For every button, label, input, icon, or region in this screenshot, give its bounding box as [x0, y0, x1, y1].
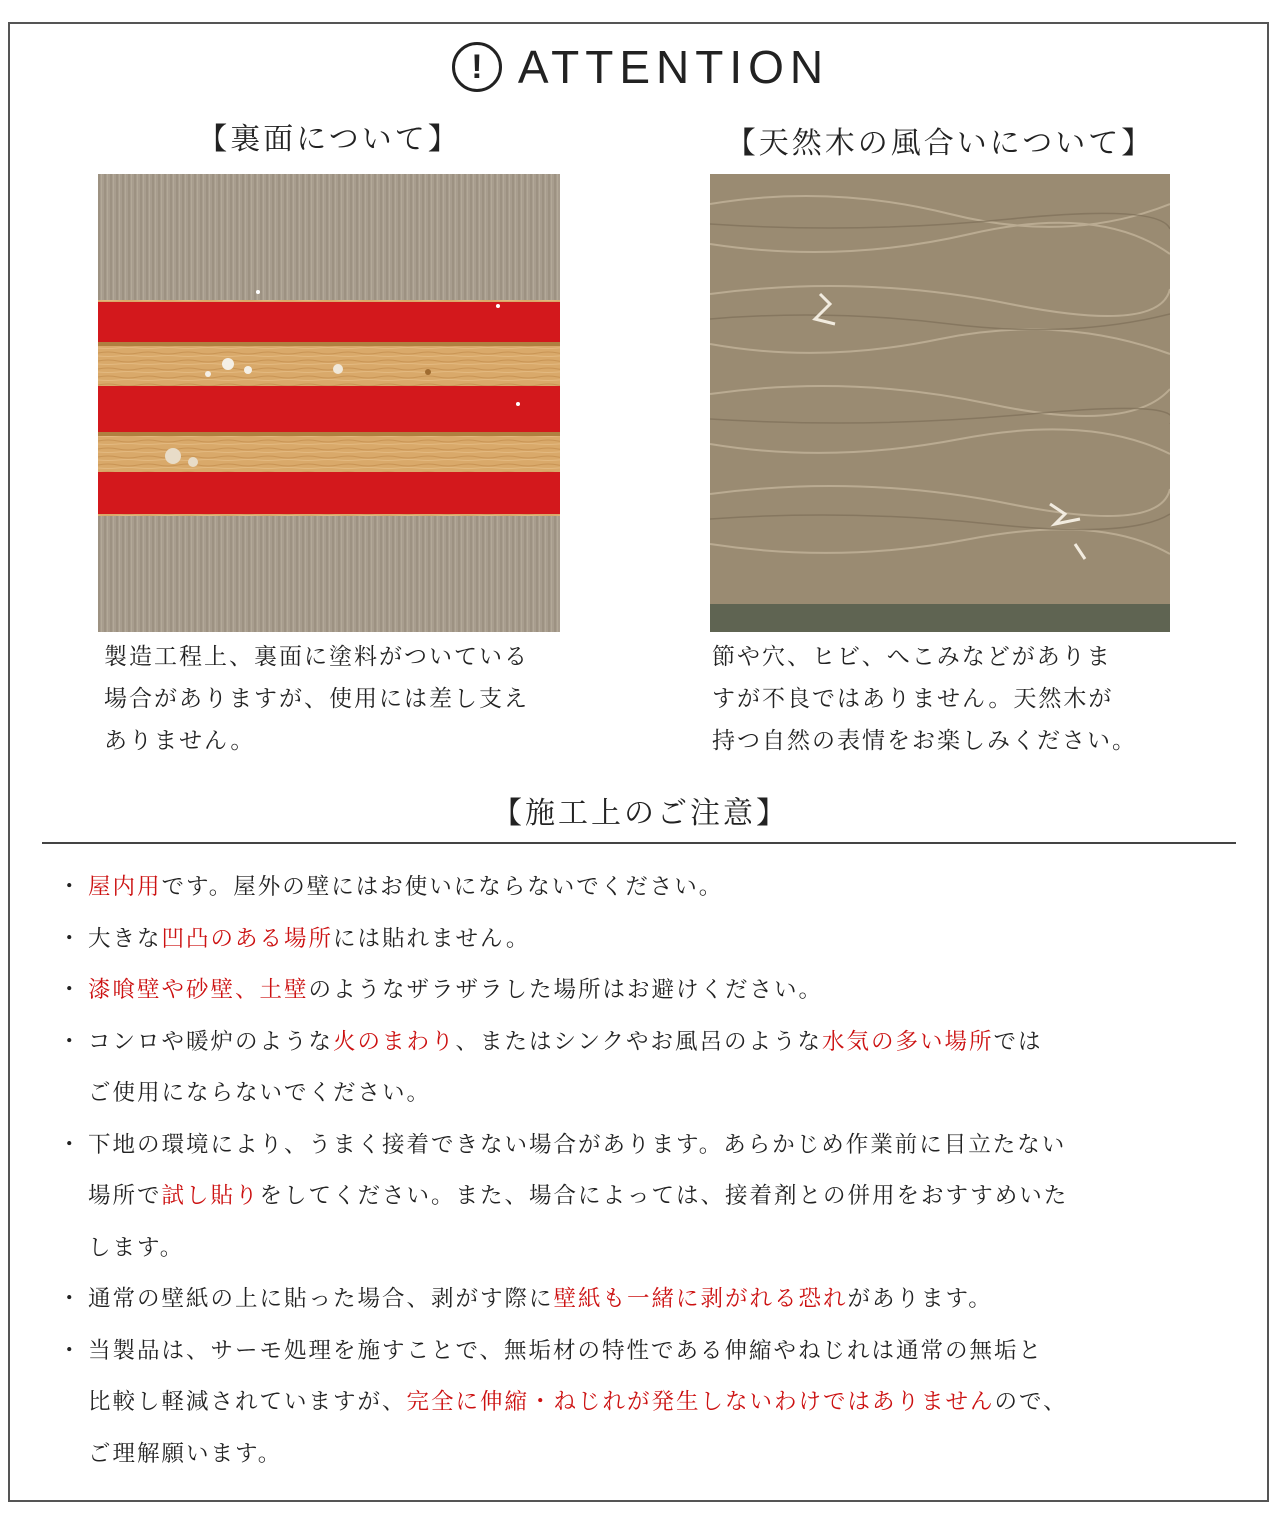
note-text: 比較し軽減されていますが、 [88, 1389, 407, 1415]
back-side-photo [98, 174, 560, 632]
note-item [66, 1120, 1246, 1275]
note-text: ご使用にならないでください。 [88, 1080, 432, 1106]
attention-title: ATTENTION [517, 41, 830, 93]
note-text: 場所で [88, 1183, 162, 1209]
note-text: します。 [88, 1234, 185, 1261]
note-highlight: 完全に伸縮・ねじれが発生しないわけではありません [406, 1389, 995, 1415]
note-text: コンロや暖炉のような [88, 1028, 334, 1055]
note-text: では [993, 1028, 1043, 1055]
note-text: には貼れません。 [333, 925, 531, 952]
note-highlight: 漆喰壁や砂壁、土壁 [88, 977, 309, 1003]
divider [42, 842, 1236, 844]
notes-section-title: 【施工上のご注意】 [492, 796, 789, 831]
note-text: 通常の壁紙の上に貼った場合、剥がす際に [88, 1286, 554, 1312]
natural-wood-photo [710, 174, 1170, 632]
note-text: ので、 [994, 1389, 1068, 1415]
back-section-title: 【裏面について】 [197, 122, 461, 157]
note-text: 当製品は、サーモ処理を施すことで、無垢材の特性である伸縮やねじれは通常の無垢と [88, 1337, 1044, 1364]
note-item [66, 1274, 1246, 1326]
wood-section-title: 【天然木の風合いについて】 [725, 126, 1155, 161]
note-text: があります。 [847, 1286, 993, 1312]
wood-section-description: 節や穴、ヒビ、へこみなどがありま すが不良ではありません。天然木が 持つ自然の表情をお楽しみください。 [712, 644, 1137, 754]
note-item [66, 862, 1246, 914]
note-highlight: 試し貼り [161, 1183, 260, 1209]
note-highlight: 壁紙も一緒に剥がれる恐れ [553, 1286, 848, 1312]
note-text: 、またはシンクやお風呂のような [455, 1028, 823, 1055]
note-item [66, 914, 1246, 966]
note-text: 下地の環境により、うまく接着できない場合があります。あらかじめ作業前に目立たない [88, 1131, 1067, 1158]
note-highlight: 凹凸のある場所 [161, 925, 334, 952]
note-item [66, 1326, 1246, 1481]
note-item [66, 965, 1246, 1017]
note-text: です。屋外の壁にはお使いにならないでください。 [161, 874, 724, 900]
note-text: ご理解願います。 [88, 1440, 283, 1467]
back-section-description: 製造工程上、裏面に塗料がついている 場合がありますが、使用には差し支え ありません。 [104, 644, 529, 754]
notes-list [66, 862, 1246, 1480]
exclamation-circle-icon: ! [452, 42, 502, 92]
note-highlight: 水気の多い場所 [822, 1028, 994, 1055]
attention-header [0, 40, 1281, 94]
note-highlight: 火のまわり [333, 1028, 456, 1055]
note-text: のようなザラザラした場所はお避けください。 [308, 977, 824, 1003]
note-text: をしてください。また、場合によっては、接着剤との併用をおすすめいた [259, 1183, 1069, 1209]
note-highlight: 屋内用 [88, 874, 162, 900]
note-text: 大きな [88, 925, 162, 952]
note-item [66, 1017, 1246, 1120]
